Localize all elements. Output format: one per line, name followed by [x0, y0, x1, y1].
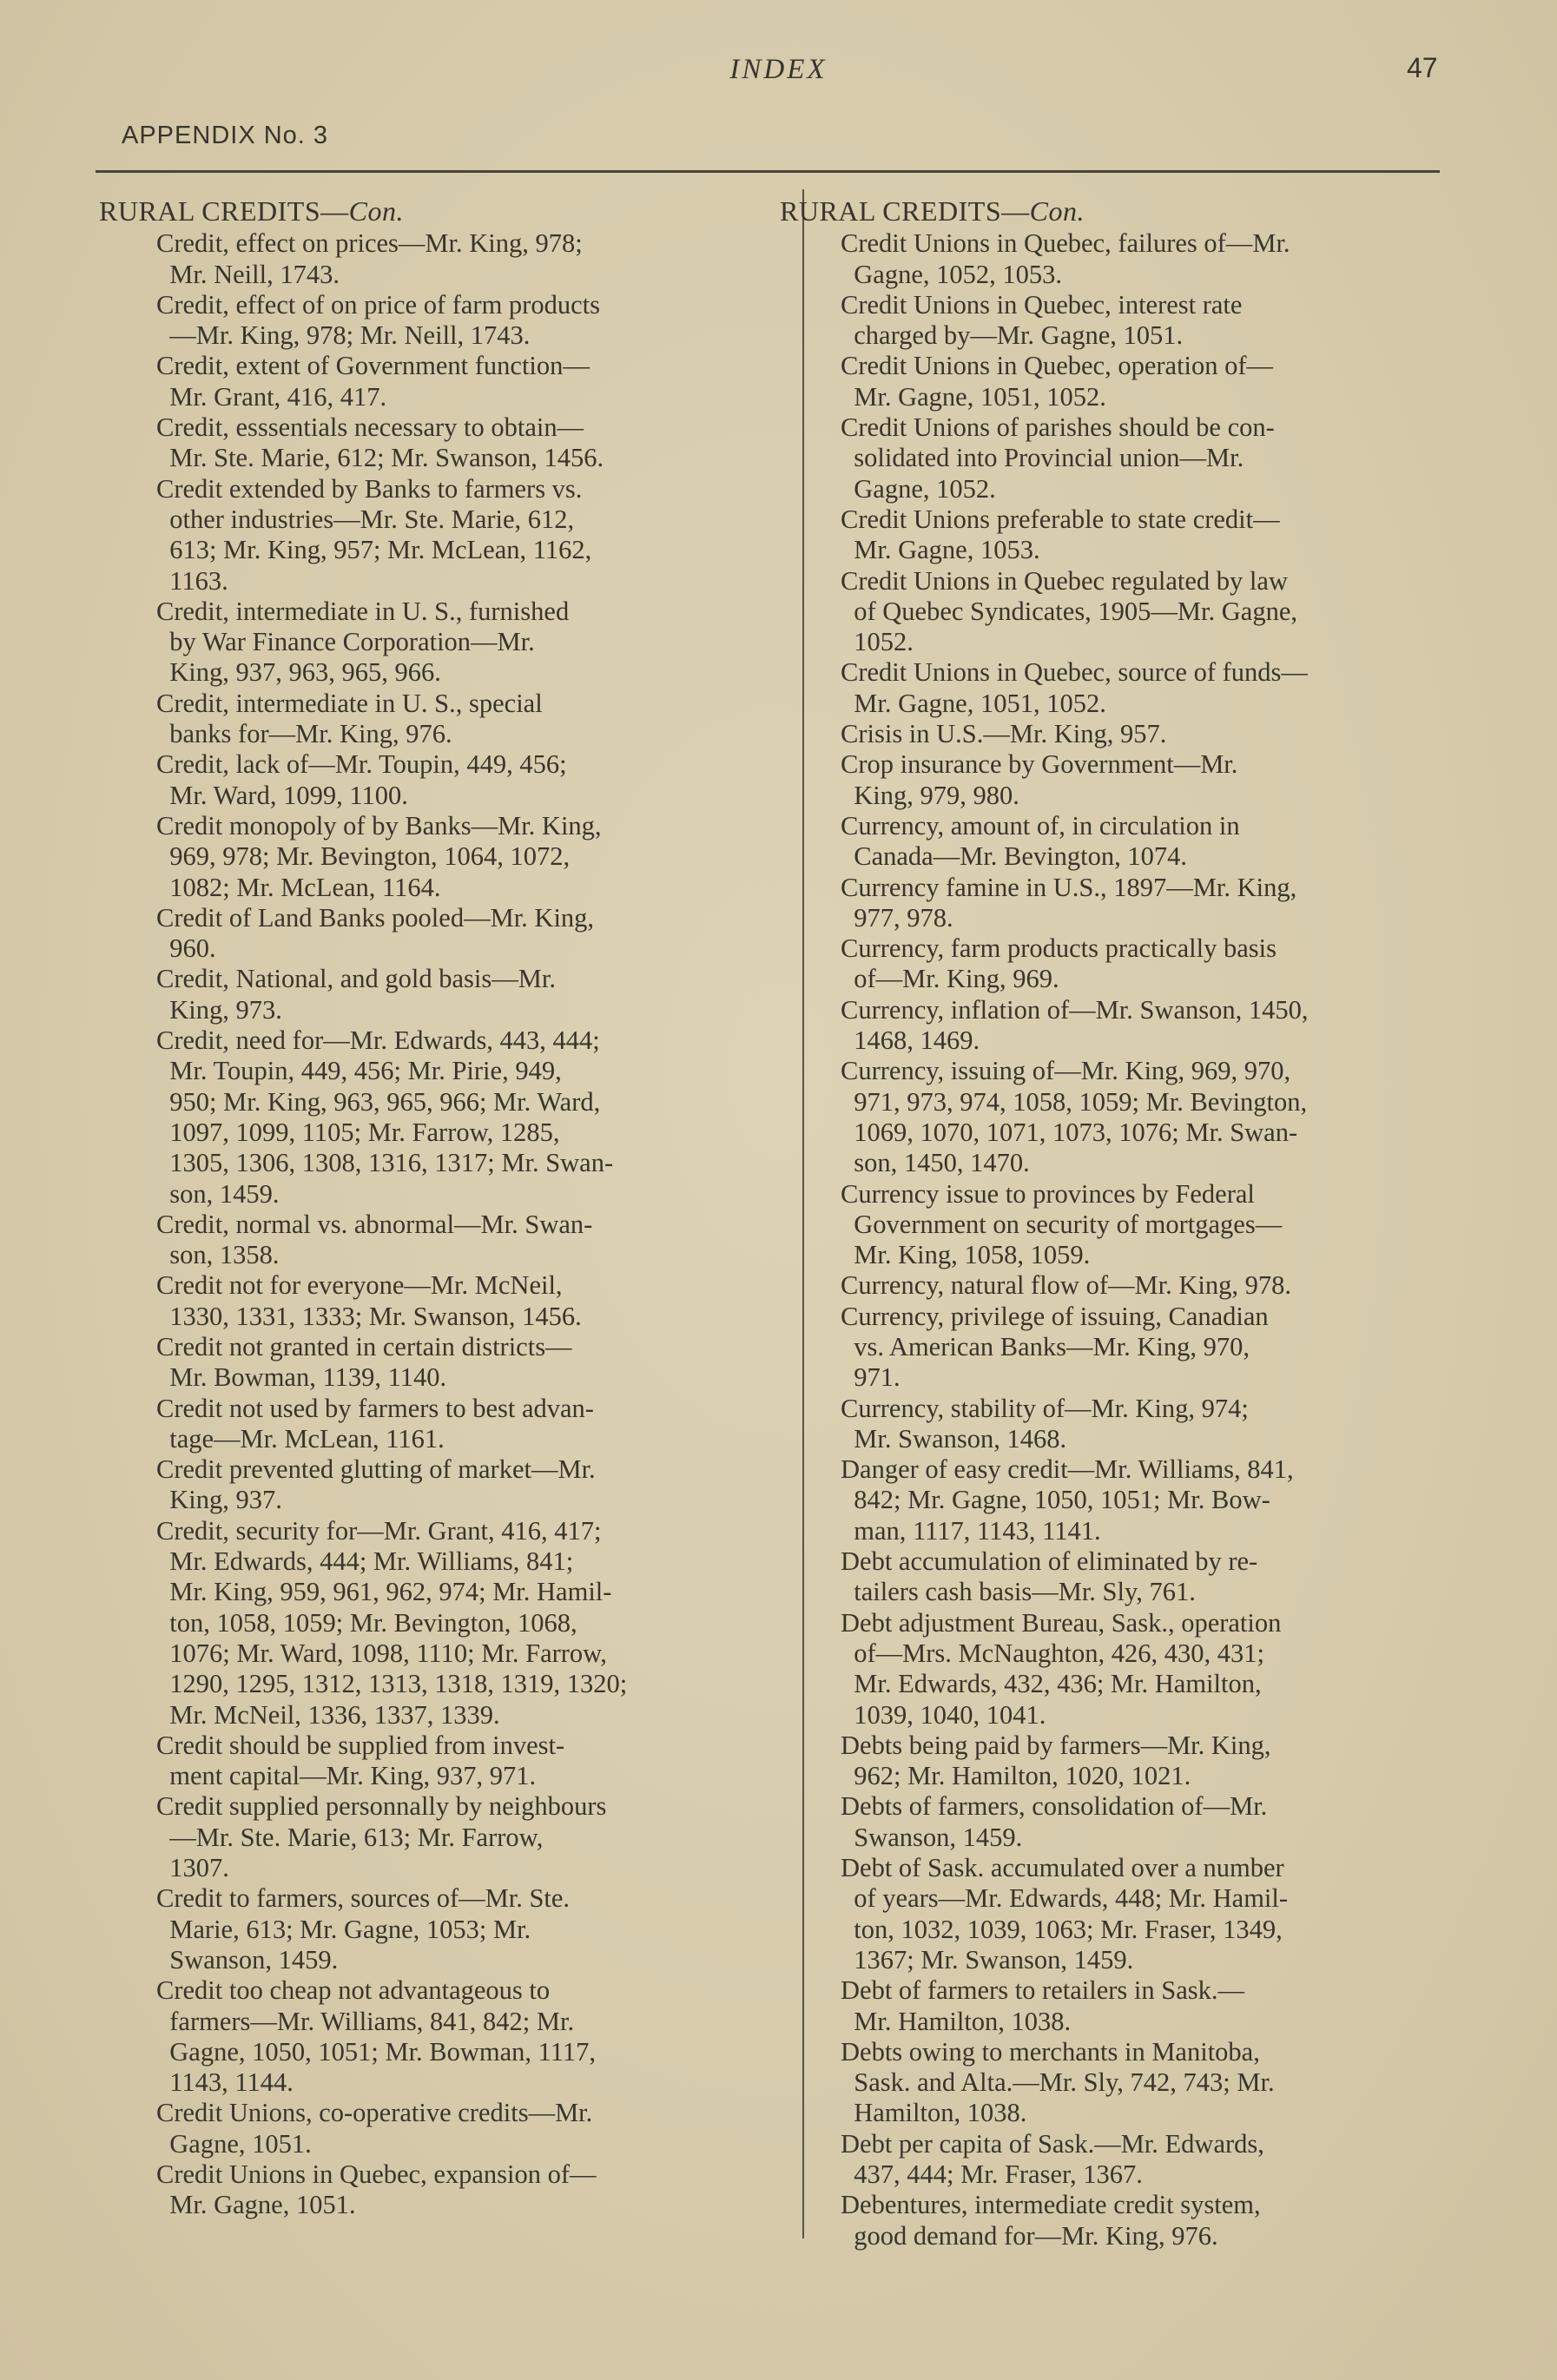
left-column-heading — [99, 196, 776, 227]
index-entry: Debentures, intermediate credit system, good demand for—Mr. King, 976. — [841, 2190, 1261, 2251]
index-entry: Debts being paid by farmers—Mr. King, 962; Mr. Hamilton, 1020, 1021. — [841, 1730, 1271, 1791]
index-entry: Debt of farmers to retailers in Sask.— Mr. Hamilton, 1038. — [841, 1975, 1244, 2036]
index-entry: Credit, National, and gold basis—Mr. King, 973. — [156, 964, 556, 1025]
index-entry: Credit Unions preferable to state credit— Mr. Gagne, 1053. — [841, 504, 1280, 565]
index-entry: Credit too cheap not advantageous to farmers—Mr. Williams, 841, 842; Mr. Gagne, 1050, 1051; Mr. Bowman, 1117, 1143, 1144. — [156, 1975, 597, 2098]
index-entry: Debts owing to merchants in Manitoba, Sask. and Alta.—Mr. Sly, 742, 743; Mr. Hamilton, 1038. — [841, 2036, 1275, 2128]
index-entry: Currency, amount of, in circulation in Canada—Mr. Bevington, 1074. — [841, 810, 1240, 872]
right-entry-list — [780, 228, 1466, 2251]
index-entry: Credit, extent of Government function— Mr. Grant, 416, 417. — [156, 351, 590, 412]
index-entry: Credit not used by farmers to best advan- tage—Mr. McLean, 1161. — [156, 1393, 594, 1454]
index-entry: Credit, lack of—Mr. Toupin, 449, 456; Mr. Ward, 1099, 1100. — [156, 749, 567, 810]
index-entry: Debts of farmers, consolidation of—Mr. Swanson, 1459. — [841, 1791, 1268, 1852]
index-entry: Credit, effect of on price of farm products —Mr. King, 978; Mr. Neill, 1743. — [156, 289, 600, 351]
index-entry: Currency, privilege of issuing, Canadian vs. American Banks—Mr. King, 970, 971. — [841, 1301, 1269, 1393]
index-entry: Credit, security for—Mr. Grant, 416, 417; Mr. Edwards, 444; Mr. Williams, 841; Mr. King, 959, 961, 962, 974; Mr. Hamil- ton, 1058, 1059; Mr. Bevington, 1068, 1076; Mr. Ward, 1098, 1110; Mr. Farrow, 1290, 1295, 1312, 1313, 1318, 1319, 1320; Mr. McNeil, 1336, 1337, 1339. — [156, 1515, 628, 1730]
right-heading-main: RURAL CREDITS— — [780, 195, 1030, 227]
index-entry: Credit should be supplied from invest- ment capital—Mr. King, 937, 971. — [156, 1730, 565, 1791]
index-entry: Credit, esssentials necessary to obtain— Mr. Ste. Marie, 612; Mr. Swanson, 1456. — [156, 412, 604, 473]
index-entry: Currency, inflation of—Mr. Swanson, 1450, 1468, 1469. — [841, 994, 1309, 1056]
index-entry: Currency, natural flow of—Mr. King, 978. — [841, 1270, 1291, 1301]
index-entry: Credit Unions of parishes should be con- solidated into Provincial union—Mr. Gagne, 1052. — [841, 412, 1275, 504]
index-entry: Credit of Land Banks pooled—Mr. King, 960. — [156, 902, 595, 964]
index-entry: Currency, issuing of—Mr. King, 969, 970, 971, 973, 974, 1058, 1059; Mr. Bevington, 1069, 1070, 1071, 1073, 1076; Mr. Swan- son, 1450, 1470. — [841, 1056, 1308, 1178]
index-entry: Currency issue to provinces by Federal Government on security of mortgages— Mr. King, 1058, 1059. — [841, 1178, 1283, 1270]
index-entry: Currency, farm products practically basis of—Mr. King, 969. — [841, 933, 1277, 994]
left-column — [99, 196, 776, 2221]
index-entry: Credit, intermediate in U. S., furnished by War Finance Corporation—Mr. King, 937, 963, 965, 966. — [156, 596, 570, 688]
index-entry: Credit monopoly of by Banks—Mr. King, 969, 978; Mr. Bevington, 1064, 1072, 1082; Mr. McLean, 1164. — [156, 810, 602, 902]
index-entry: Credit Unions in Quebec, source of funds— Mr. Gagne, 1051, 1052. — [841, 657, 1308, 718]
right-column — [780, 196, 1466, 2251]
index-entry: Credit not for everyone—Mr. McNeil, 1330, 1331, 1333; Mr. Swanson, 1456. — [156, 1270, 582, 1331]
index-entry: Credit Unions in Quebec, interest rate charged by—Mr. Gagne, 1051. — [841, 289, 1243, 351]
index-entry: Credit to farmers, sources of—Mr. Ste. Marie, 613; Mr. Gagne, 1053; Mr. Swanson, 1459. — [156, 1883, 571, 1975]
index-entry: Crop insurance by Government—Mr. King, 979, 980. — [841, 749, 1238, 810]
appendix-label: APPENDIX No. 3 — [122, 122, 329, 149]
index-entry: Credit Unions in Quebec, expansion of— Mr. Gagne, 1051. — [156, 2159, 597, 2220]
index-entry: Credit Unions in Quebec, failures of—Mr. Gagne, 1052, 1053. — [841, 228, 1290, 289]
index-entry: Debt per capita of Sask.—Mr. Edwards, 437, 444; Mr. Fraser, 1367. — [841, 2128, 1264, 2189]
index-entry: Credit Unions in Quebec, operation of— Mr. Gagne, 1051, 1052. — [841, 351, 1274, 412]
index-entry: Credit, intermediate in U. S., special banks for—Mr. King, 976. — [156, 688, 543, 749]
left-heading-main: RURAL CREDITS— — [99, 195, 349, 227]
index-entry: Credit not granted in certain districts— Mr. Bowman, 1139, 1140. — [156, 1331, 572, 1393]
index-entry: Currency famine in U.S., 1897—Mr. King, 977, 978. — [841, 872, 1297, 933]
index-entry: Debt of Sask. accumulated over a number of years—Mr. Edwards, 448; Mr. Hamil- ton, 1032, 1039, 1063; Mr. Fraser, 1349, 1367; Mr. Swanson, 1459. — [841, 1853, 1289, 1975]
index-entry: Credit, need for—Mr. Edwards, 443, 444; Mr. Toupin, 449, 456; Mr. Pirie, 949, 950; Mr. King, 963, 965, 966; Mr. Ward, 1097, 1099, 1105; Mr. Farrow, 1285, 1305, 1306, 1308, 1316, 1317; Mr. Swan- son, 1459. — [156, 1025, 614, 1209]
index-entry: Crisis in U.S.—Mr. King, 957. — [841, 719, 1167, 749]
index-entry: Credit, effect on prices—Mr. King, 978; Mr. Neill, 1743. — [156, 228, 583, 289]
right-column-heading — [780, 196, 1466, 227]
index-entry: Credit, normal vs. abnormal—Mr. Swan- son, 1358. — [156, 1209, 593, 1270]
running-title: INDEX — [729, 54, 828, 85]
index-entry: Credit extended by Banks to farmers vs. other industries—Mr. Ste. Marie, 612, 613; Mr. King, 957; Mr. McLean, 1162, 1163. — [156, 473, 592, 596]
index-entry: Currency, stability of—Mr. King, 974; Mr. Swanson, 1468. — [841, 1393, 1249, 1454]
header-rule — [96, 170, 1440, 173]
left-heading-continued: Con. — [348, 195, 404, 227]
index-entry: Debt adjustment Bureau, Sask., operation of—Mrs. McNaughton, 426, 430, 431; Mr. Edwards, 432, 436; Mr. Hamilton, 1039, 1040, 1041. — [841, 1607, 1282, 1730]
index-entry: Debt accumulation of eliminated by re- tailers cash basis—Mr. Sly, 761. — [841, 1546, 1258, 1607]
index-entry: Danger of easy credit—Mr. Williams, 841, 842; Mr. Gagne, 1050, 1051; Mr. Bow- man, 1117, 1143, 1141. — [841, 1454, 1294, 1546]
index-entry: Credit prevented glutting of market—Mr. King, 937. — [156, 1454, 596, 1515]
right-heading-continued: Con. — [1029, 195, 1085, 227]
index-entry: Credit supplied personnally by neighbours —Mr. Ste. Marie, 613; Mr. Farrow, 1307. — [156, 1791, 607, 1883]
left-entry-list — [99, 228, 776, 2220]
index-entry: Credit Unions, co-operative credits—Mr. Gagne, 1051. — [156, 2098, 593, 2159]
page-number: 47 — [1407, 52, 1438, 83]
index-entry: Credit Unions in Quebec regulated by law of Quebec Syndicates, 1905—Mr. Gagne, 1052. — [841, 565, 1298, 657]
